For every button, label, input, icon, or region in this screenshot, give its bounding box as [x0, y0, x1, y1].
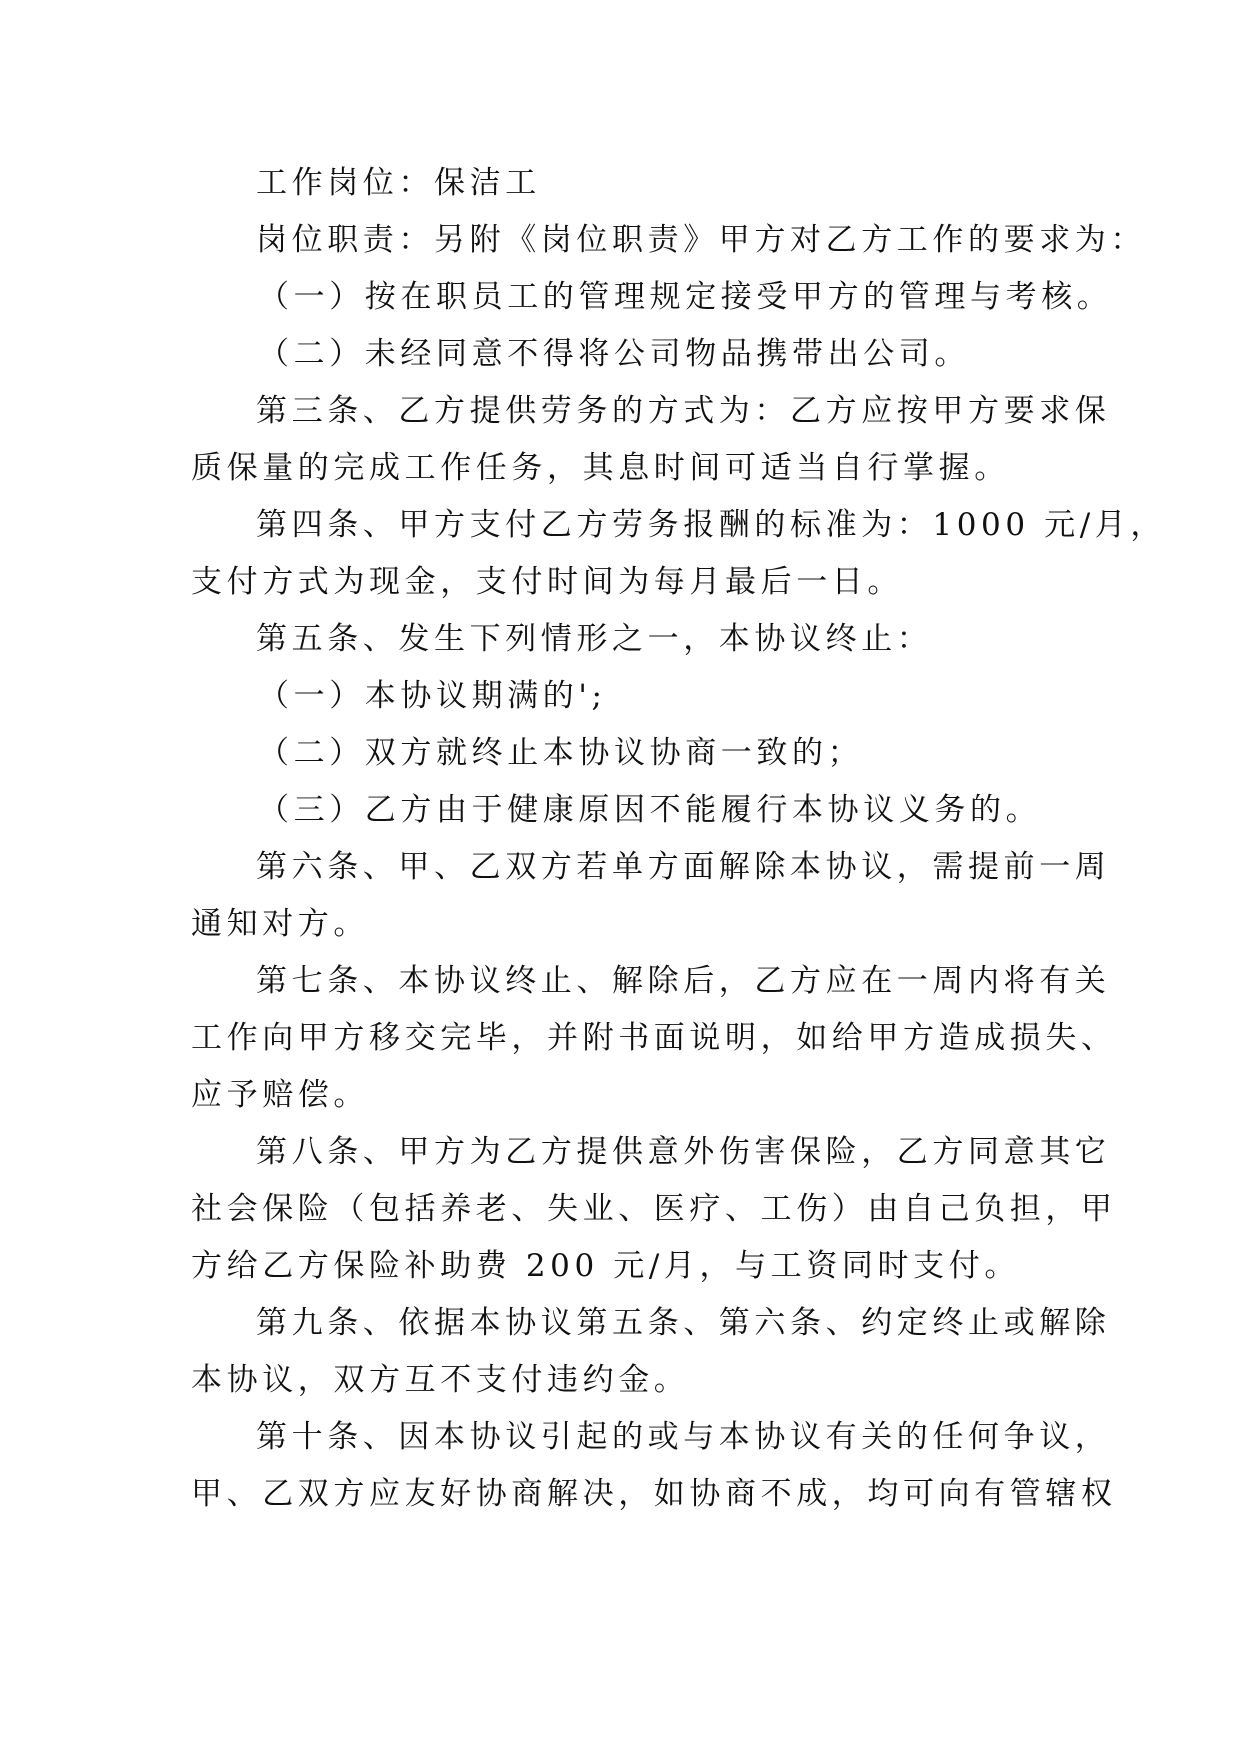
list-item: （二）双方就终止本协议协商一致的； — [258, 735, 864, 771]
paragraph-line: 第九条、依据本协议第五条、第六条、约定终止或解除 — [256, 1305, 1111, 1341]
paragraph-line: 第四条、甲方支付乙方劳务报酬的标准为：1000 元/月， — [256, 507, 1166, 543]
list-item: （一）按在职员工的管理规定接受甲方的管理与考核。 — [258, 279, 1113, 315]
paragraph-line: 支付方式为现金，支付时间为每月最后一日。 — [191, 564, 903, 600]
paragraph-line: 第五条、发生下列情形之一，本协议终止： — [256, 621, 933, 657]
list-item: （一）本协议期满的'; — [258, 678, 607, 714]
paragraph-line: 岗位职责：另附《岗位职责》甲方对乙方工作的要求为： — [256, 222, 1146, 258]
list-item: （二）未经同意不得将公司物品携带出公司。 — [258, 336, 970, 372]
paragraph-line: 第三条、乙方提供劳务的方式为：乙方应按甲方要求保 — [256, 393, 1111, 429]
paragraph-line: 本协议，双方互不支付违约金。 — [191, 1362, 690, 1398]
paragraph-line: 第十条、因本协议引起的或与本协议有关的任何争议， — [256, 1419, 1111, 1455]
paragraph-line: 第八条、甲方为乙方提供意外伤害保险，乙方同意其它 — [256, 1134, 1111, 1170]
paragraph-line: 工作岗位：保洁工 — [256, 165, 541, 201]
paragraph-line: 质保量的完成工作任务，其息时间可适当自行掌握。 — [191, 450, 1010, 486]
paragraph-line: 第六条、甲、乙双方若单方面解除本协议，需提前一周 — [256, 849, 1111, 885]
paragraph-line: 方给乙方保险补助费 200 元/月，与工资同时支付。 — [191, 1248, 1020, 1284]
paragraph-line: 工作向甲方移交完毕，并附书面说明，如给甲方造成损失、 — [191, 1020, 1117, 1056]
paragraph-line: 第七条、本协议终止、解除后，乙方应在一周内将有关 — [256, 963, 1111, 999]
paragraph-line: 社会保险（包括养老、失业、医疗、工伤）由自己负担，甲 — [191, 1191, 1117, 1227]
paragraph-line: 通知对方。 — [191, 906, 369, 942]
paragraph-line: 应予赔偿。 — [191, 1077, 369, 1113]
paragraph-line: 甲、乙双方应友好协商解决，如协商不成，均可向有管辖权 — [191, 1476, 1117, 1512]
list-item: （三）乙方由于健康原因不能履行本协议义务的。 — [258, 792, 1042, 828]
